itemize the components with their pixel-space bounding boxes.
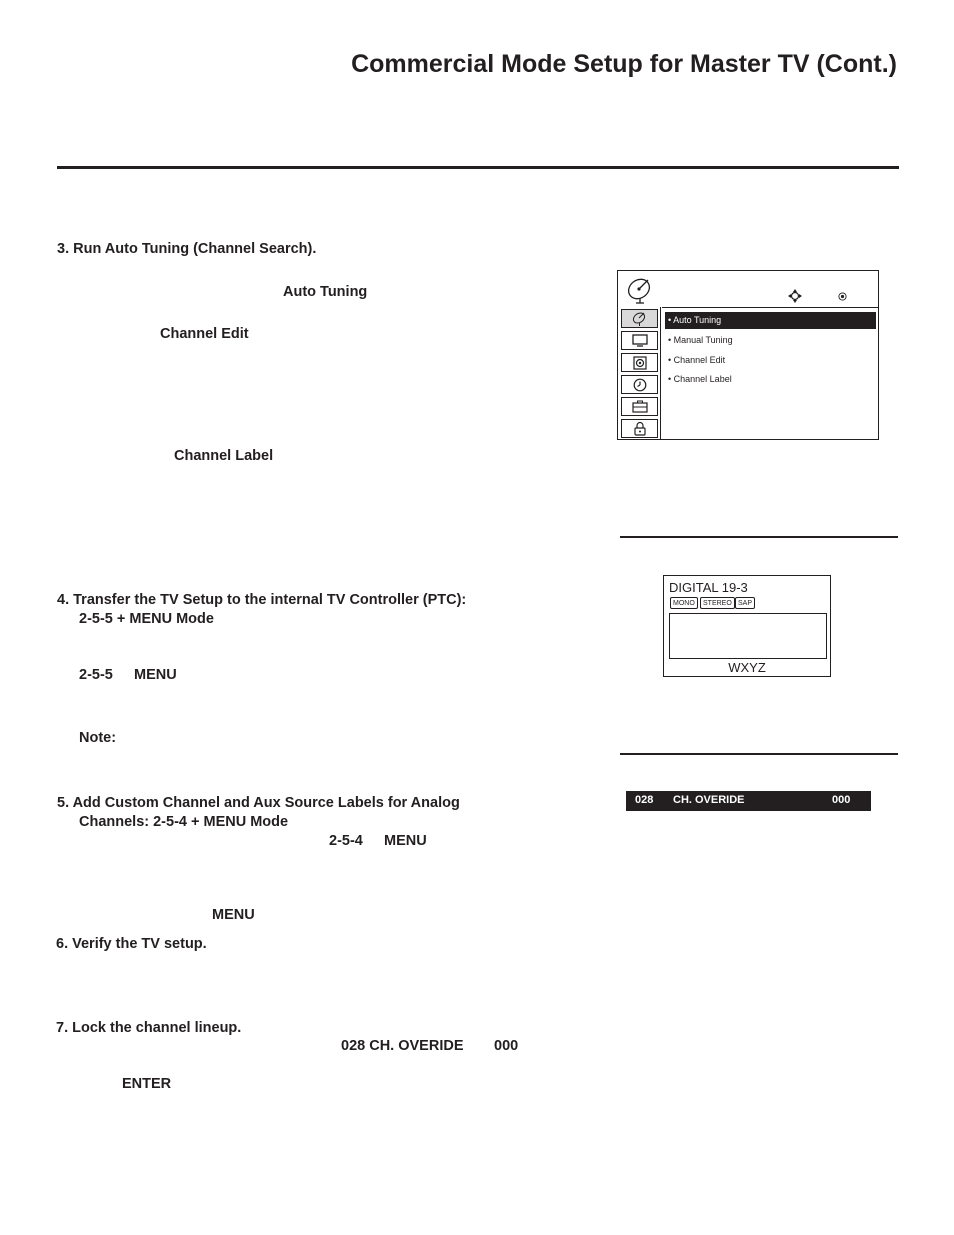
menu-item-manual-tuning[interactable]: • Manual Tuning: [668, 335, 733, 345]
sidebar-toolbox-icon[interactable]: [621, 397, 658, 416]
key-2-5-4: 2-5-4: [329, 833, 363, 849]
banner-channel: DIGITAL 19-3: [669, 580, 748, 595]
key-2-5-5: 2-5-5: [79, 667, 113, 683]
step-5-heading-line2: Channels: 2-5-4 + MENU Mode: [79, 814, 289, 830]
menu-item-auto-tuning[interactable]: • Auto Tuning: [665, 312, 876, 329]
menu-sidebar-divider: [660, 307, 661, 439]
title-divider: [57, 166, 899, 169]
badge-sap: SAP: [735, 597, 755, 609]
sidebar-satellite-dish-icon[interactable]: [621, 309, 658, 328]
sidebar-clock-icon[interactable]: [621, 375, 658, 394]
sidebar-speaker-icon[interactable]: [621, 353, 658, 372]
override-value: 000: [832, 794, 851, 806]
step-5-heading-line1: 5. Add Custom Channel and Aux Source Labels for Analog: [57, 795, 460, 811]
step-4-heading-line1: 4. Transfer the TV Setup to the internal TV Controller (PTC):: [57, 592, 467, 608]
override-name: CH. OVERIDE: [673, 794, 745, 806]
badge-stereo: STEREO: [700, 597, 735, 609]
section-divider-1: [620, 536, 898, 538]
key-enter: ENTER: [122, 1076, 172, 1092]
override-number: 028: [635, 794, 654, 806]
key-menu-3: MENU: [212, 907, 255, 923]
menu-item-channel-label[interactable]: • Channel Label: [668, 374, 732, 384]
navigation-arrows-icon: [788, 289, 802, 303]
channel-banner-screen: [663, 575, 831, 677]
step-4-heading-line2: 2-5-5 + MENU Mode: [79, 611, 214, 627]
key-menu-2: MENU: [384, 833, 427, 849]
menu-header-line: [662, 307, 878, 308]
setting-value: 000: [494, 1038, 519, 1054]
section-divider-2: [620, 753, 898, 755]
term-auto-tuning: Auto Tuning: [283, 284, 368, 300]
sidebar-tv-screen-icon[interactable]: [621, 331, 658, 350]
badge-mono: MONO: [670, 597, 698, 609]
setting-code: 028 CH. OVERIDE: [341, 1038, 464, 1054]
banner-station-label: WXYZ: [728, 660, 766, 675]
banner-info-box: [669, 613, 827, 659]
term-channel-edit: Channel Edit: [160, 326, 249, 342]
channel-override-bar: [626, 791, 871, 811]
step-7-heading: 7. Lock the channel lineup.: [56, 1020, 242, 1036]
menu-item-channel-edit[interactable]: • Channel Edit: [668, 355, 726, 365]
select-button-icon: [838, 292, 847, 301]
step-6-heading: 6. Verify the TV setup.: [56, 936, 207, 952]
channel-menu-screen: [617, 270, 879, 440]
term-channel-label: Channel Label: [174, 448, 274, 464]
page-title: Commercial Mode Setup for Master TV (Cont.): [351, 50, 897, 78]
sidebar-padlock-icon[interactable]: [621, 419, 658, 438]
satellite-dish-icon: [626, 276, 656, 306]
step-3-heading: 3. Run Auto Tuning (Channel Search).: [57, 241, 317, 257]
note-label: Note:: [79, 730, 117, 746]
key-menu: MENU: [134, 667, 177, 683]
